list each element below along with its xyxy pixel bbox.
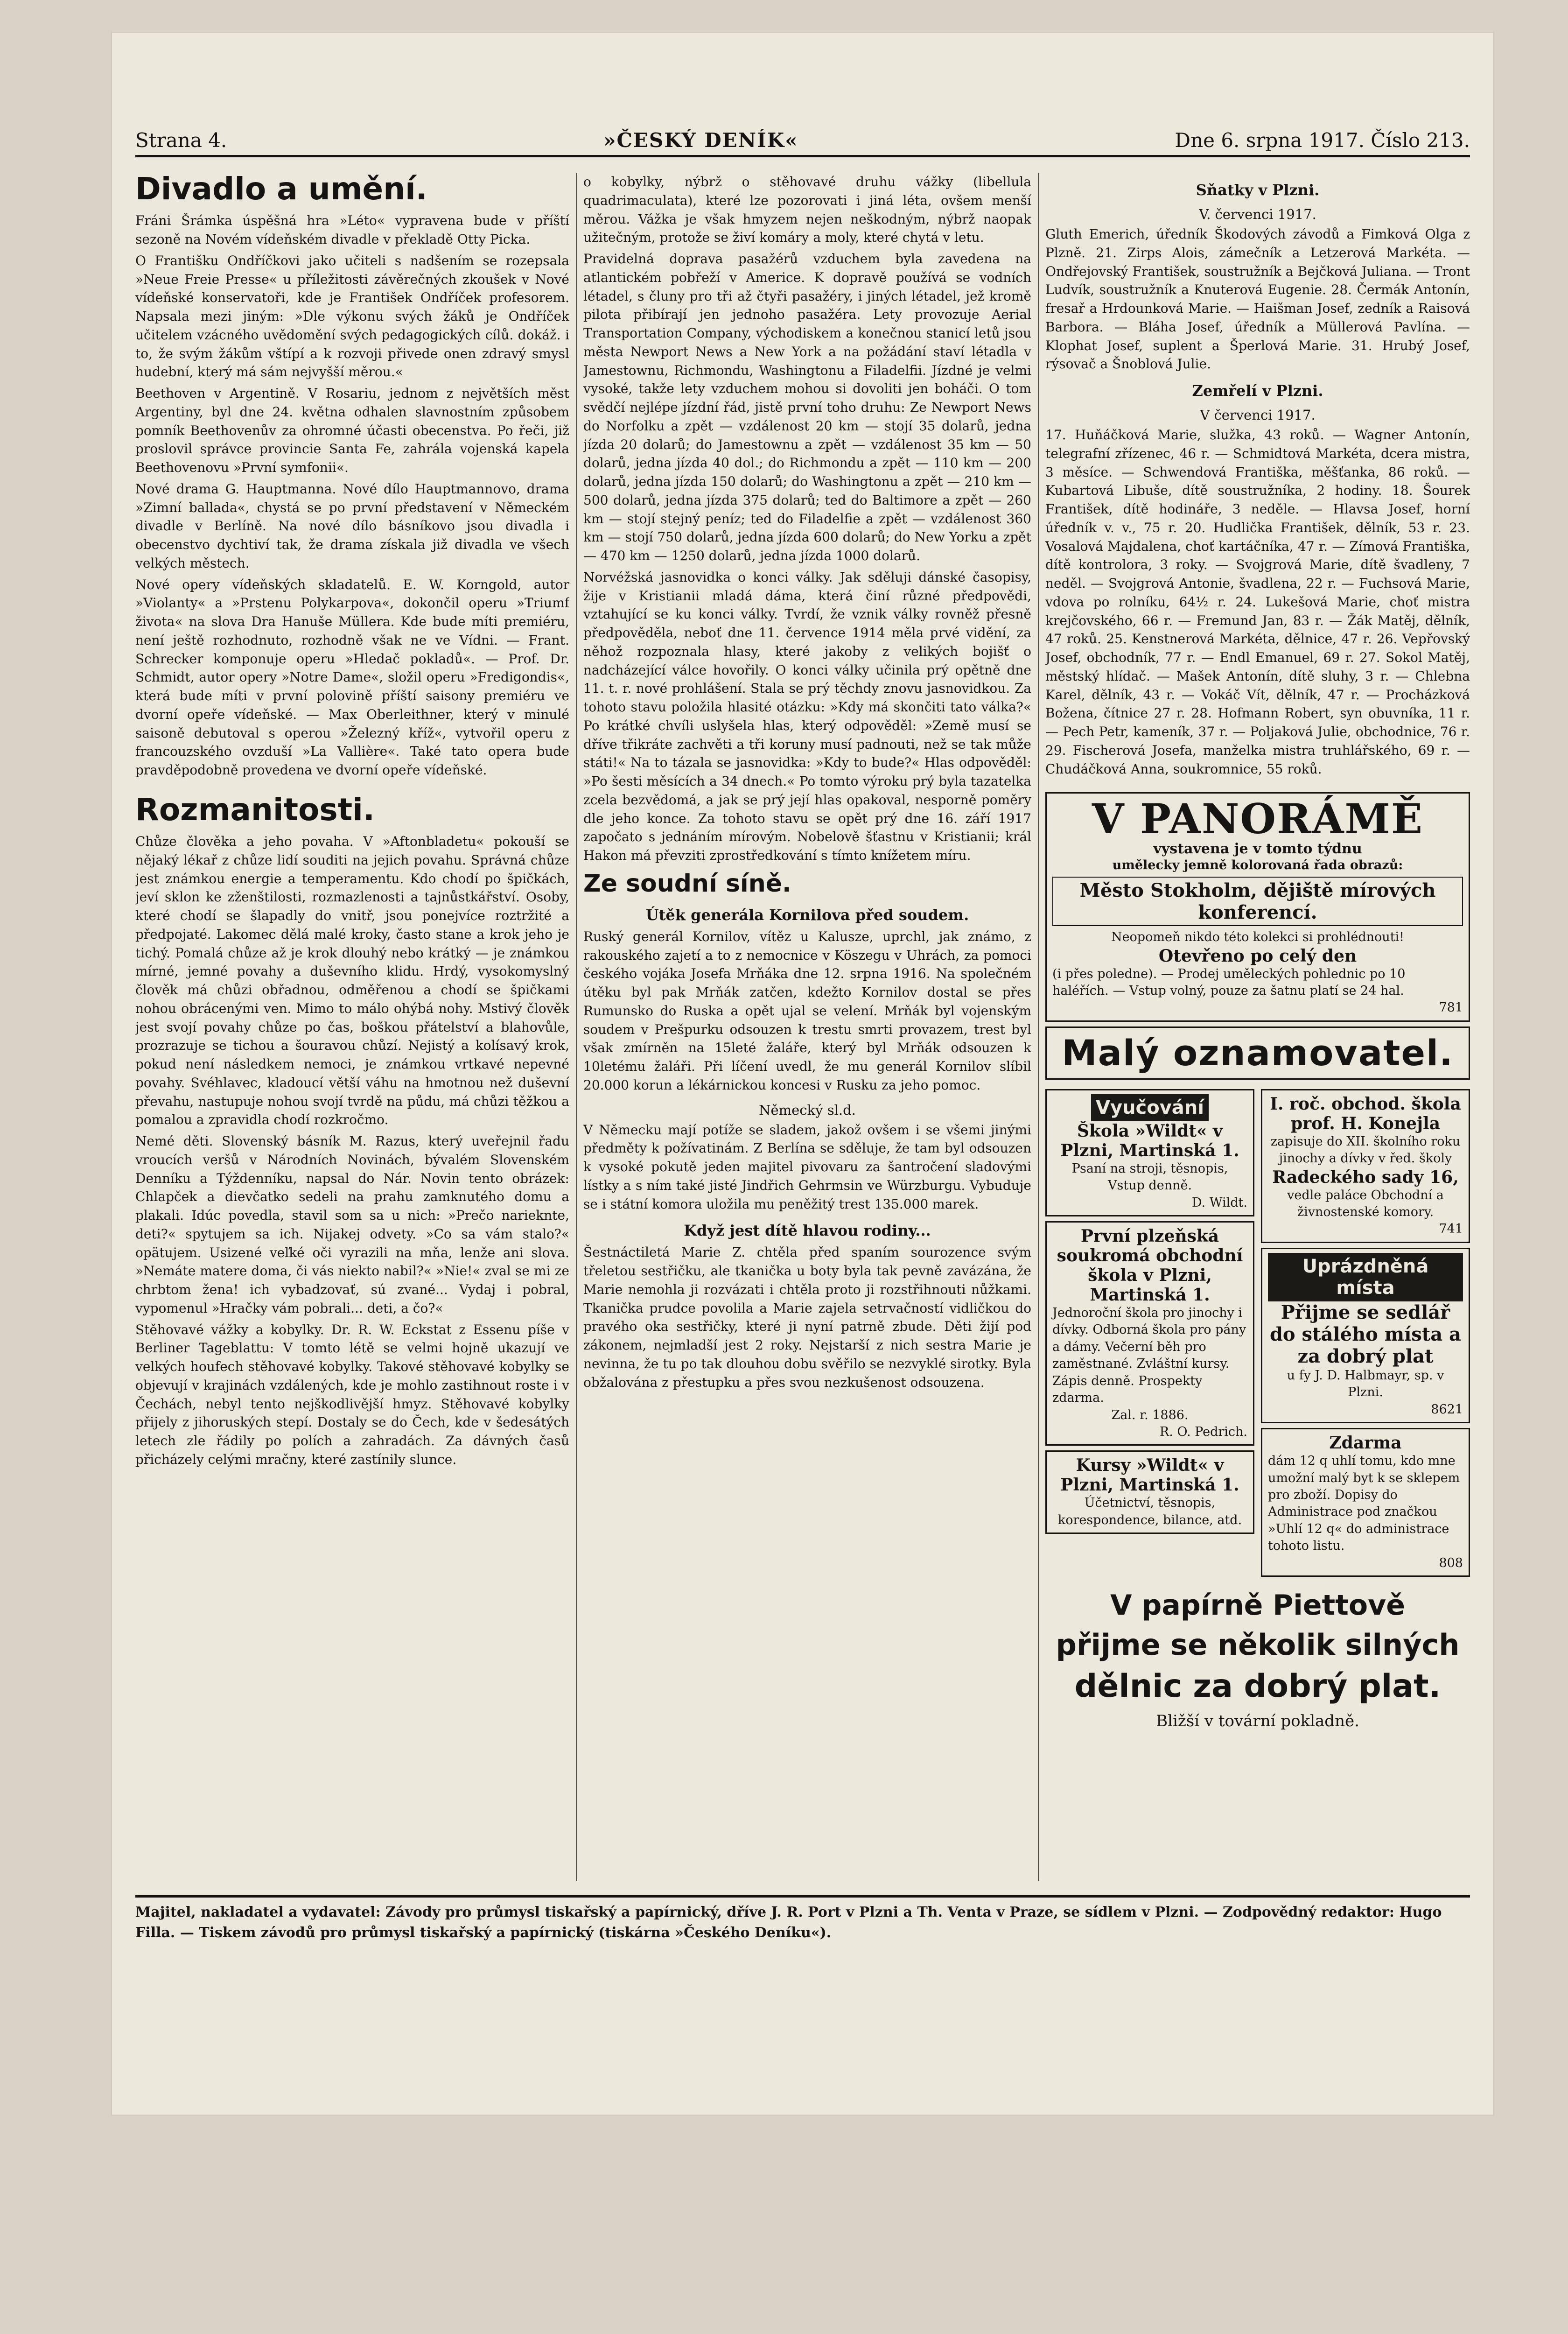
ad-sign: R. O. Pedrich. (1159, 1425, 1247, 1439)
page-number: Strana 4. (135, 129, 227, 152)
ad-column-right (1261, 1084, 1470, 1582)
ad-line: umělecky jemně kolorovaná řada obrazů: (1112, 858, 1403, 872)
article-paragraph: Chůze člověka a jeho povaha. V »Aftonbladetu« pokouší se nějaký lékař z chůze lidí souditi na jejich povahu. Správná chůze jest známkou energie a temperamentu. Kdo chodí po špičkách, jeví sklon ke zženštilosti, rozmazlenosti a tajnůstkářství. Osoby, které chodí se šlapadly do vnitř, jsou ponejvíce roztržité a předpojaté. Lakomec dělá malé kroky, často stane a krok jeho je tichý. Pomalá chůze až je krok dlouhý nebo krátký — je známkou mírné, jemné povahy a duševního klidu. Hrdý, vysokomyslný člověk má chůzi obřadnou, odměřenou a chodí se špičkami nohou obrácenými ven. Mimo to málo ohýbá nohy. Mstivý člověk jest svojí povahy chůze po čas, boškou přátelství a blahovůle, prozrazuje se tichou a šouravou chůzí. Nejistý a kolísavý krok, pokud není následkem nemoci, je známkou vrtkavé nepevné povahy. Svéhlavec, kladoucí větší váhu na hmotnou než duševní převahu, nastupuje nohou svojí tvrdě na půdu, má chůzi těžkou a pomalou a zpravidla chodí rozkročmo. (135, 834, 569, 1128)
ad-title: Přijme se sedlář do stálého místa a za dobrý plat (1269, 1301, 1462, 1367)
column-divider (1038, 173, 1039, 1881)
newspaper-name: »ČESKÝ DENÍK« (603, 129, 798, 152)
ad-number: 8621 (1431, 1402, 1463, 1417)
page-footer: Majitel, nakladatel a vydavatel: Závody pro průmysl tiskařský a papírnický, dříve J. R. Port v Plzni a Th. Venta v Praze, se sídlem v Plzni. — Zodpovědný redaktor: Hugo Filla. — Tiskem závodů pro průmysl tiskařský a papírnický (tiskárna »Českého Deníku«). (135, 1895, 1470, 1943)
ad-title: Kursy »Wildt« v Plzni, Martinská 1. (1060, 1455, 1239, 1495)
ad-wildt-courses (1045, 1450, 1254, 1534)
middle-column (583, 173, 1031, 1881)
ad-heading-vyucovani: Vyučování (1091, 1094, 1209, 1121)
page-header (135, 124, 1470, 152)
ad-wildt-school (1045, 1089, 1254, 1216)
ad-heading-uprazdnena-mista: Uprázdněná místa (1268, 1253, 1463, 1301)
article-paragraph: Norvéžská jasnovidka o konci války. Jak sděluji dánské časopisy, žije v Kristianii mladá dáma, která činí různé předpovědi, vztahující se ku konci války. Tvrdí, že vznik války rovněž přesně předpověděla, neboť dne 11. července 1914 měla prvé vidění, za něhož rozpoznala hlasy, které jakoby z velikých bojišť o nadcházející válce hovořily. O konci války učinila prý opětně dne 11. t. r. nové prohlášení. Stala se prý těchdy znovu jasnovidkou. Za tohoto stavu položila hlasité otázku: »Kdy má skončiti tato válka?« Po krátké chvíli uslyšela hlas, který odpověděl: »Země musí se dříve třikráte zachvěti a tři koruny musí padnouti, než se tak může státi!« Na to tázala se jasnovidka: »Kdy to bude?« Hlas odpověděl: »Po šesti měsících a 34 dnech.« Po tomto výroku prý byla tazatelka zcela bezvědomá, a jak se prý její hlas opakoval, nesporně poměry dle jeho konce. Za tohoto stavu se opět prý dne 16. září 1917 započato s jednáním mírovým. Nobelově šťastnu v Kristianii; král Hakon má převziti zprostředkování s tímto knížetem míru. (583, 569, 1031, 863)
left-column (135, 173, 569, 1881)
header-rule (135, 155, 1470, 157)
banner-line: V papírně Piettově (1110, 1589, 1405, 1622)
ad-title: První plzeňská soukromá obchodní škola v Plzni, Martinská 1. (1057, 1226, 1243, 1305)
ad-line: Město Stokholm, dějiště mírových konferencí. (1052, 877, 1463, 926)
article-paragraph: Beethoven v Argentině. V Rosariu, jednom z největších měst Argentiny, byl dne 24. května odhalen slavnostním způsobem pomník Beethovenův za ohromné účasti obecenstva. Po řeči, již proslovil správce provincie Santa Fe, zahrála vojenská kapela Beethovenovu »První symfonii«. (135, 386, 569, 476)
ad-line: Otevřeno po celý den (1158, 946, 1357, 966)
ad-trade-school (1045, 1221, 1254, 1446)
ad-text: Účetnictví, těsnopis, korespondence, bilance, atd. (1057, 1496, 1242, 1527)
section-title-rozmanitosti: Rozmanitosti. (135, 791, 375, 828)
ad-text: zapisuje do XII. školního roku jinochy a dívky v řed. školy (1270, 1134, 1461, 1166)
deaths-list: 17. Huňáčková Marie, služka, 43 roků. — Wagner Antonín, telegrafní zřízenec, 46 r. — Schmidtová Markéta, dcera mistra, 3 měsíce. — Schwendová Františka, měšťanka, 86 roků. — Kubartová Libuše, dítě soustružníka, 2 hodiny. 18. Šourek František, dítě hodináře, 3 neděle. — Hlavsa Josef, horní úředník v. v., 75 r. 20. Hudlička František, dělník, 53 r. 23. Vosalová Majdalena, choť kartáčníka, 47 r. — Zímová Františka, dítě kontrolora, 3 roky. — Svojgrová Marie, dítě švadleny, 7 neděl. — Svojgrová Antonie, švadlena, 22 r. — Fuchsová Marie, vdova po rolníku, 64½ r. 24. Lukešová Marie, choť mistra krejčovského, 66 r. — Fremund Jan, 83 r. — Žák Matěj, dělník, 47 roků. 25. Kenstnerová Markéta, dělnice, 47 r. 26. Vepřovský Josef, obchodník, 77 r. — Endl Emanuel, 69 r. 27. Sokol Matěj, městský hlídač. — Mašek Antonín, dítě sluhy, 3 r. — Chlebna Karel, dělník, 43 r. — Vokáč Vít, dělník, 47 r. — Procházková Božena, čítnice 27 r. 28. Hofmann Robert, syn obuvníka, 11 r. — Pech Petr, kameník, 37 r. — Poljaková Julie, obchodnice, 76 r. 29. Fischerová Josefa, manželka mistra truhlářského, 69 r. — Chudáčková Anna, soukromnice, 55 roků. (1045, 427, 1470, 777)
article-paragraph: O Františku Ondříčkovi jako učiteli s nadšením se rozepsala »Neue Freie Presse« u příležitosti závěrečných zkoušek v Nové vídeňské konservatoři, kde je František Ondříček profesorem. Napsala mezi jiným: »Dle výkonu svých žáků je Ondříček učitelem vzácného uvědomění svých pedagogických cílů. dokáž. i to, že svým žákům vštípí a k rozvoji přivede onen zdravý smysl hudební, který má sám nejvyšší měrou.« (135, 253, 569, 380)
article-subheading: V červenci 1917. (1200, 407, 1316, 423)
article-paragraph: Šestnáctiletá Marie Z. chtěla před spaním sourozence svým třeletou sestřičku, ale tkanička u boty byla tak pevně zavázána, že Marie nemohla ji rozvázati i chtěla proto ji rozstřihnouti nůžkami. Tkanička prudce povolila a Marie zajela setrvačností vidličkou do pravého oka sestřičky, které ji nyní patrně zbude. Děti žijí pod zákonem, nejmladší jest 2 roky. Nejstarší z nich sestra Marie je nevinna, že tu po tak dlouhou dobu svěřilo se nezvyklé sirotky. Byla obžalována z přestupku a přes svou nezkušenost odsouzena. (583, 1244, 1031, 1390)
ad-title: Škola »Wildt« v Plzni, Martinská 1. (1060, 1121, 1239, 1160)
ad-number: 781 (1439, 1000, 1463, 1015)
ad-small-announcer (1045, 1026, 1470, 1080)
ad-text: u fy J. D. Halbmayr, sp. v Plzni. (1287, 1368, 1444, 1400)
article-paragraph: Ruský generál Kornilov, vítěz u Kalusze, uprchl, jak známo, z rakouského zajetí a to z nemocnice v Köszegu v Uhrách, za pomoci českého vojáka Josefa Mrňáka dne 12. srpna 1916. Na společném útěku byl pak Mrňák zatčen, kdežto Kornilov dostal se přes Rumunsko do Ruska a opět ujal se velení. Mrňák byl vojenským soudem v Prešpurku odsouzen k trestu smrti provazem, trest byl však zmírněn na 15leté žaláře, který byl Mrňák odsouzen k 10letému žaláři. Při líčení uvedl, že mu generál Kornilov slíbil 20.000 korun a lékárnickou koncesi v Rusku za jeho pomoc. (583, 928, 1031, 1093)
article-heading: Německý sl.d. (759, 1102, 856, 1118)
ad-panorama (1045, 792, 1470, 1022)
article-paragraph: V Německu mají potíže se sladem, jakož ovšem i se všemi jinými předměty k požívatinám. Z Berlína se sděluje, že tam byl odsouzen k vysoké pokutě jeden majitel pivovaru za šantročení sladovými lístky a s ním také jisté Jindřich Gehrmsin ve Würzburgu. Vybuduje se i státní komora uložila mu peněžitý trest 135.000 marek. (583, 1122, 1031, 1212)
ad-konejl-school (1261, 1089, 1470, 1243)
ad-number: 741 (1439, 1222, 1463, 1237)
ad-grid (1045, 1084, 1470, 1582)
article-paragraph: Nové drama G. Hauptmanna. Nové dílo Hauptmannovo, drama »Zimní ballada«, chystá se po první představení v Německém divadle v Berlíně. Na nové dílo básníkovo jsou divadla i obecenstvo dychtiví tak, že drama získala již divadla ve všech velkých městech. (135, 481, 569, 571)
ad-free-coal (1261, 1428, 1470, 1577)
ad-line: (i přes poledne). — Prodej uměleckých pohlednic po 10 haléřích. — Vstup volný, pouze za šatnu platí se 24 hal. (1052, 966, 1406, 998)
banner-line: Bližší v tovární pokladně. (1156, 1712, 1359, 1731)
article-heading-zemreli: Zemřelí v Plzni. (1192, 382, 1323, 400)
banner-line: přijme se několik silných (1056, 1628, 1460, 1662)
ad-vacancy (1261, 1248, 1470, 1423)
article-subheading: V. červenci 1917. (1199, 206, 1316, 222)
ad-number: 808 (1439, 1555, 1463, 1570)
ad-piett-banner (1045, 1590, 1470, 1730)
ad-line: Neopomeň nikdo této kolekci si prohlédnouti! (1111, 930, 1405, 945)
ad-text: dám 12 q uhlí tomu, kdo mne umožní malý byt k se sklepem pro zboží. Dopisy do Administrace pod značkou »Uhlí 12 q« do administrace tohoto listu. (1268, 1454, 1460, 1554)
article-heading-snatky: Sňatky v Plzni. (1196, 181, 1320, 199)
marriages-list: Gluth Emerich, úředník Škodových závodů a Fimková Olga z Plzně. 21. Zirps Alois, zámečník a Letzerová Markéta. — Ondřejovský František, soustružník a Bejčková Juliana. — Tront Ludvík, soustružník a Knuterová Eugenie. 28. Čermák Antonín, fresař a Hrdounková Marie. — Haišman Josef, zedník a Raisová Barbora. — Bláha Josef, úředník a Müllerová Pavlína. — Klophat Josef, suplent a Šperlová Marie. 31. Hrubý Josef, rýsovač a Šnoblová Julie. (1045, 226, 1470, 372)
ad-column-left (1045, 1084, 1254, 1582)
ad-title: Malý oznamovatel. (1062, 1032, 1454, 1074)
ad-text: vedle paláce Obchodní a živnostenské komory. (1287, 1188, 1444, 1219)
ad-year: Zal. r. 1886. (1111, 1407, 1189, 1422)
ad-address: Radeckého sady 16, (1272, 1167, 1459, 1187)
section-title-divadlo: Divadlo a umění. (135, 173, 427, 207)
article-paragraph: Nemé děti. Slovenský básník M. Razus, který uveřejnil řadu vroucích veršů v Národních Novinách, bývalém Slovenském Denníku a Týždenníku, napsal do Nár. Novin tento obrázek: Chlapček a dievčatko sedeli na prahu zamknutého domu a plakali. Idúc povedla, stavil som sa u nich: »Prečo narieknte, deti?« spytujem sa ich. Nijakej odvety. »Co sa vám stalo?« opätujem. Usizené veľké oči vyrazili na mňa, lenže ani slova. »Nemáte matere doma, či vás niekto nabil?« »Nie!« zval se mi ze chrbtom žena! ich vybadzovať, sú zvané... Vydaj i pobral, vypomenul »Hračky vám pobrali... deti, a čo?« (135, 1133, 569, 1316)
ad-title: Zdarma (1329, 1433, 1402, 1453)
ad-sign: D. Wildt. (1191, 1195, 1247, 1210)
ad-text: Psaní na stroji, těsnopis, Vstup denně. (1071, 1161, 1228, 1193)
ad-title: V PANORÁMĚ (1092, 794, 1423, 844)
article-paragraph: Fráni Šrámka úspěšná hra »Léto« vypravena bude v příští sezoně na Novém vídeňském divadle v překladě Otty Picka. (135, 213, 569, 247)
banner-line: dělnic za dobrý plat. (1074, 1668, 1441, 1705)
ad-text: Jednoroční škola pro jinochy i dívky. Odborná škola pro pány a dámy. Večerní běh pro zaměstnané. Zvláštní kursy. Zápis denně. Prospekty zdarma. (1052, 1305, 1246, 1406)
article-paragraph: Pravidelná doprava pasažérů vzduchem byla zavedena na atlantickém pobřeží v Americe. K dopravě používá se vodních létadel, s čluny pro tři až čtyři pasažéry, i jiných létadel, jež kromě pilota přibírají jen jednoho pasažéra. Lety provozuje Aerial Transportation Company, východiskem a konečnou stanicí letů jsou města Newport News a New York a na požádání staví létadla v Jamestownu, Richmondu, Washingtonu a Filadelfii. Jízdné je velmi vysoké, takže lety vzduchem mohou si dovoliti jen boháči. O tom svědčí nejlépe jízdní řád, jistě první toho druhu: Ze Newport News do Norfolku a zpět — vzdálenost 20 km — stojí 35 dolarů, jedna jízda 20 dolarů; do Jamestownu a zpět — vzdálenost 35 km — 50 dolarů, jedna jízda 40 dol.; do Richmondu a zpět — 110 km — 200 dolarů, jedna jízda 150 dolarů; do Washingtonu a zpět — 210 km — 500 dolarů, jedna jízda 375 dolarů; ted do Baltimore a zpět — 260 km — stojí stejný peníz; ted do Filadelfie a zpět — vzdálenost 360 km — stojí 750 dolarů, jedna jízda 600 dolarů; do New Yorku a zpět — 470 km — 1250 dolarů, jedna jízda 1000 dolarů. (583, 251, 1031, 563)
newspaper-page (112, 33, 1493, 2115)
column-divider (576, 173, 577, 1881)
article-heading: Když jest dítě hlavou rodiny... (684, 1222, 931, 1240)
article-heading: Útěk generála Kornilova před soudem. (645, 906, 969, 924)
ad-title: I. roč. obchod. škola prof. H. Konejla (1270, 1094, 1461, 1133)
right-column (1045, 173, 1470, 1881)
issue-date: Dne 6. srpna 1917. Číslo 213. (1175, 129, 1470, 152)
article-paragraph: o kobylky, nýbrž o stěhovavé druhu vážky (libellula quadrimaculata), které lze pozorovati i jiná léta, ovšem menší měrou. Vážka je však hmyzem nejen neškodným, nýbrž naopak užitečným, protože se živí komáry a moly, které chytá v letu. (583, 174, 1031, 246)
article-paragraph: Nové opery vídeňských skladatelů. E. W. Korngold, autor »Violanty« a »Prstenu Polykarpova«, dokončil operu »Triumf života« na slova Dra Hanuše Müllera. Kde bude míti premiéru, není ještě rozhodnuto, rozhodně však ne ve Vídni. — Frant. Schrecker komponuje operu »Hledač pokladů«. — Prof. Dr. Schmidt, autor opery »Notre Dame«, složil operu »Fredigondis«, která bude míti v první polovině příští saisony premiéru ve dvorní opeře vídeňské. — Max Oberleithner, který v minulé saisoně debutoval s operou »Železný kříž«, vytvořil operu z francouzského ovzduší »La Vallière«. Také tato opera bude pravděpodobně provedena ve dvorní opeře vídeňské. (135, 576, 569, 778)
ad-line: vystavena je v tomto týdnu (1153, 840, 1362, 857)
article-paragraph: Stěhovavé vážky a kobylky. Dr. R. W. Eckstat z Essenu píše v Berliner Tageblattu: V tomto létě se velmi hojně ukazují ve velkých houfech stěhovavé kobylky. Takové stěhovavé kobylky se objevují v krajinách vzdálených, kde je mohlo zastihnout roste i v Čechách, nebyl tento nejškodlivější hmyz. Stěhovavé kobylky přijely z jihoruských stepí. Dostaly se do Čech, kde v šedesátých letech zle řádily po polích a zahradách. Za dávných časů přicházely celými mračny, které zastínily slunce. (135, 1322, 569, 1467)
section-title-soudni-sin: Ze soudní síně. (583, 869, 791, 898)
